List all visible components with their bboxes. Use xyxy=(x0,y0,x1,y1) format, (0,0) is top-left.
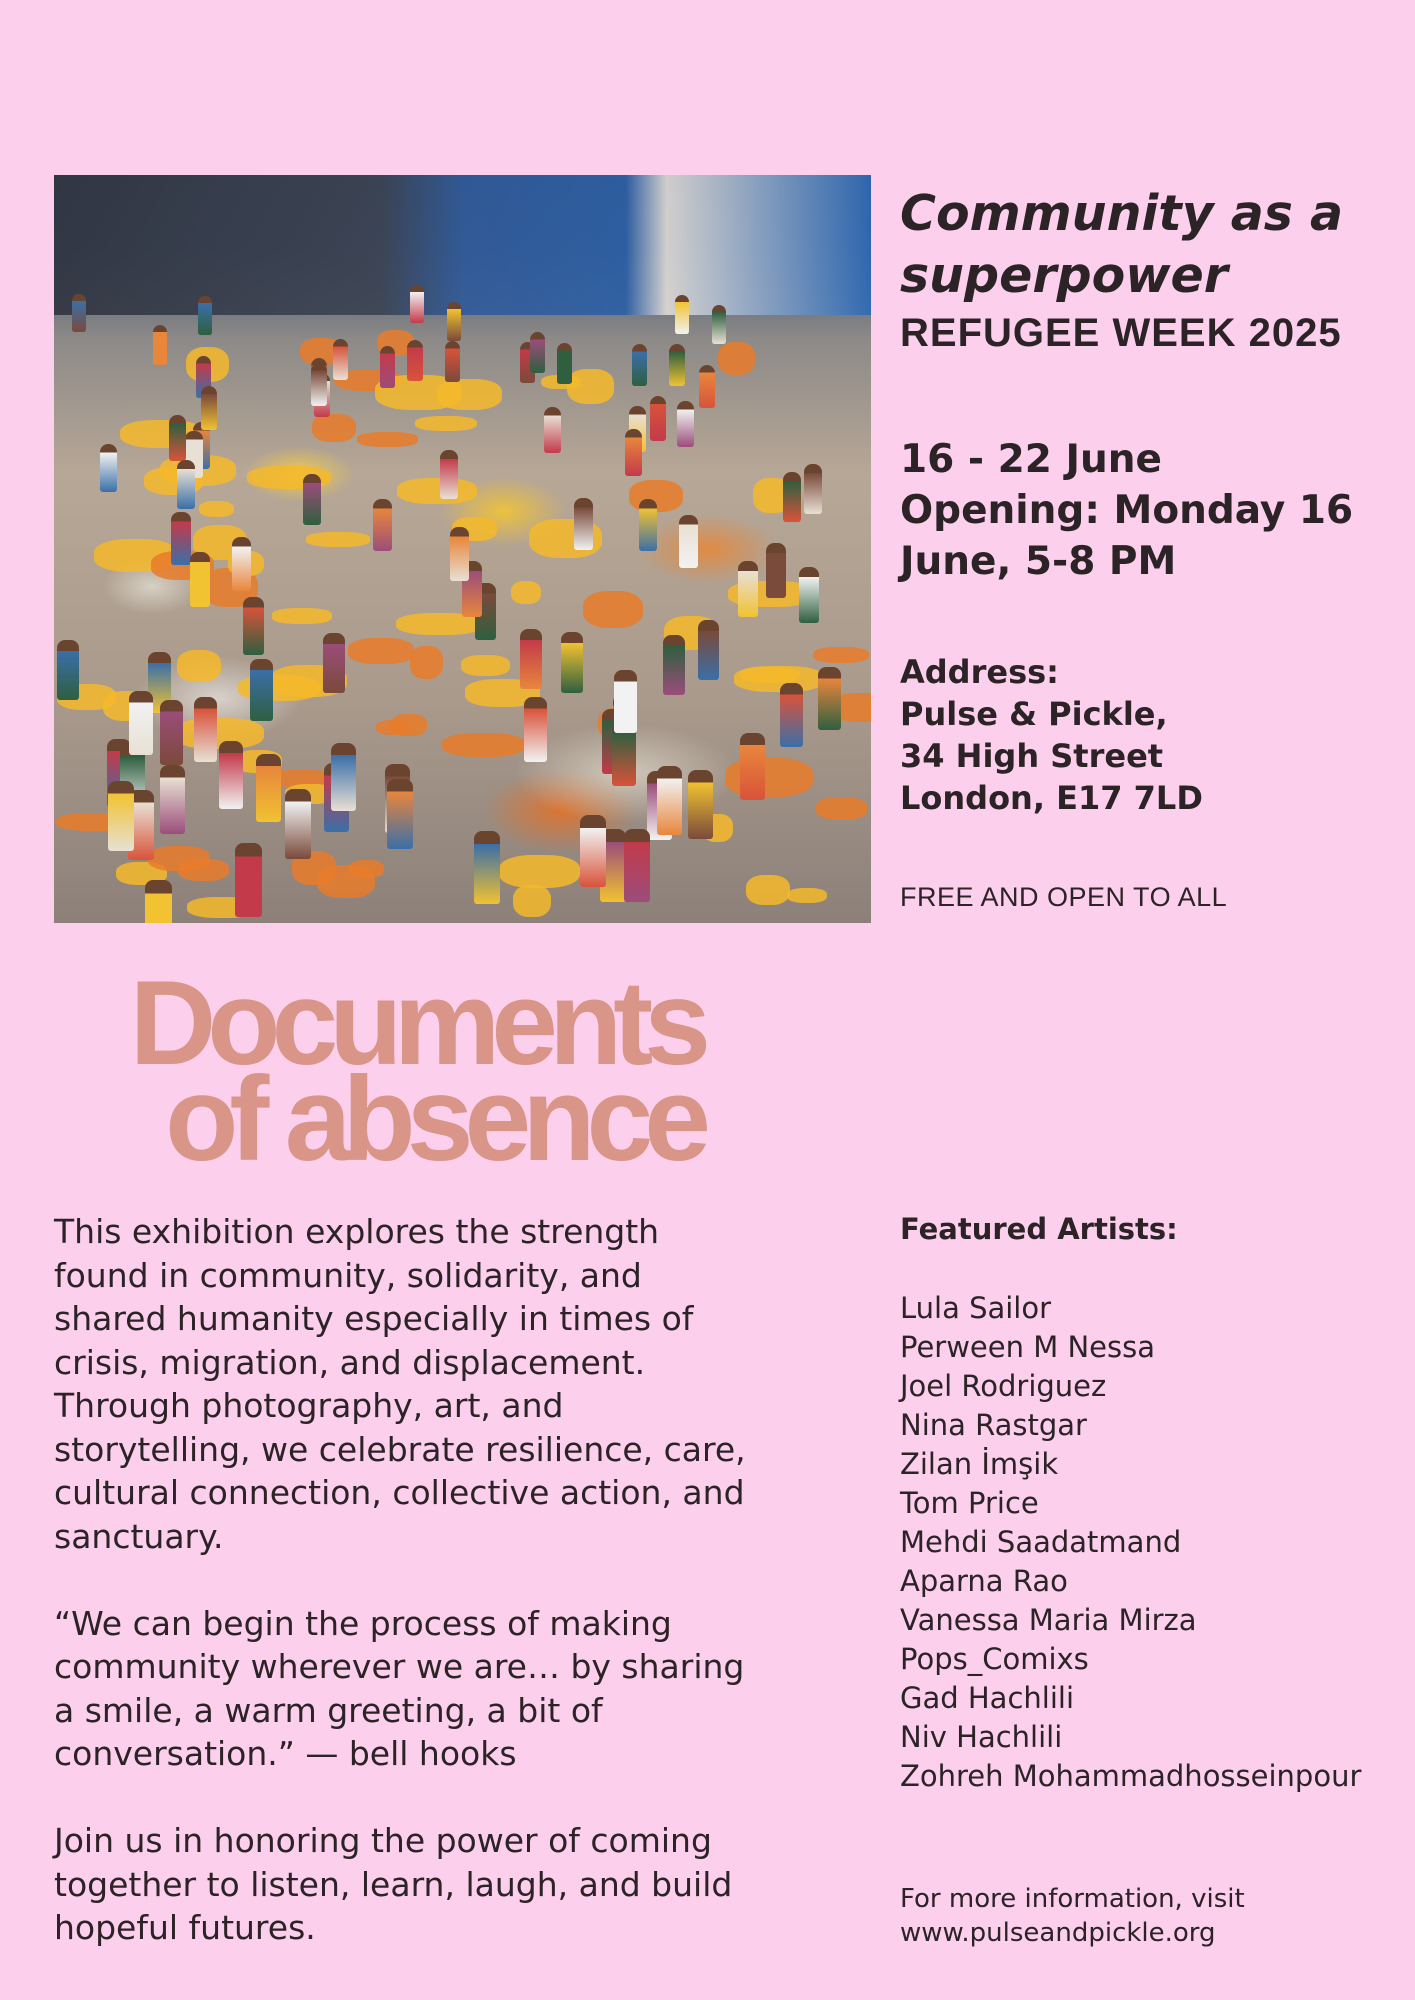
artist-name: Nina Rastgar xyxy=(900,1408,1087,1442)
logo-line-1: Documents xyxy=(129,956,702,1090)
photo-person xyxy=(323,633,345,693)
photo-person xyxy=(160,765,185,834)
address-label: Address: xyxy=(900,653,1059,691)
photo-person xyxy=(561,632,583,692)
photo-person xyxy=(804,464,822,514)
photo-person xyxy=(387,779,412,849)
photo-person xyxy=(698,620,720,680)
photo-person xyxy=(474,831,501,904)
photo-flower-pile xyxy=(746,875,790,905)
photo-person xyxy=(614,670,637,733)
photo-person xyxy=(232,537,252,591)
photo-person xyxy=(57,640,79,701)
photo-person xyxy=(331,743,356,811)
more-info-label: For more information, visit xyxy=(900,1884,1245,1914)
photo-person xyxy=(72,294,86,332)
photo-person xyxy=(333,339,348,380)
photo-person xyxy=(450,527,469,581)
photo-flower-pile xyxy=(272,608,332,623)
photo-flower-pile xyxy=(461,655,510,675)
photo-flower-pile xyxy=(397,478,477,504)
photo-person xyxy=(530,332,545,373)
photo-person xyxy=(219,741,244,808)
admission-note: FREE AND OPEN TO ALL xyxy=(900,882,1228,912)
photo-person xyxy=(625,429,642,476)
logo-line-2: of absence xyxy=(165,1052,702,1186)
photo-flower-pile xyxy=(499,855,580,889)
artists-heading: Featured Artists: xyxy=(900,1212,1178,1246)
photo-flower-pile xyxy=(349,860,384,878)
photo-person xyxy=(410,285,424,323)
photo-person xyxy=(440,450,458,499)
photo-flower-pile xyxy=(813,647,869,663)
photo-flower-pile xyxy=(199,501,234,517)
photo-flower-pile xyxy=(816,797,867,820)
photo-flower-pile xyxy=(718,342,756,375)
event-address xyxy=(900,651,1203,819)
photo-person xyxy=(580,815,606,887)
artist-name: Perween M Nessa xyxy=(900,1330,1155,1364)
artist-name: Zohreh Mohammadhosseinpour xyxy=(900,1759,1362,1793)
photo-person xyxy=(100,444,118,492)
quote-paragraph: “We can begin the process of making community wherever we are… by sharing a smile, a warm greeting, a bit of conversation.” — bell hooks xyxy=(54,1603,745,1773)
photo-person xyxy=(657,766,682,835)
photo-person xyxy=(738,561,758,617)
photo-person xyxy=(201,386,217,430)
photo-person xyxy=(557,343,572,385)
artist-name: Aparna Rao xyxy=(900,1564,1068,1598)
photo-person xyxy=(675,295,689,334)
photo-flower-pile xyxy=(174,718,263,749)
photo-person xyxy=(285,789,311,860)
photo-person xyxy=(373,499,392,551)
photo-person xyxy=(650,396,666,441)
photo-person xyxy=(574,498,593,550)
photo-person xyxy=(198,296,212,335)
artist-name: Zilan İmşik xyxy=(900,1447,1059,1481)
photo-flower-pile xyxy=(178,859,229,881)
photo-person xyxy=(699,365,715,408)
event-title: Community as a superpower xyxy=(900,185,1344,304)
photo-person xyxy=(783,472,801,522)
photo-person xyxy=(669,344,684,386)
photo-flower-pile xyxy=(306,532,369,547)
market-crowd-photo xyxy=(54,175,871,923)
photo-person xyxy=(303,474,321,524)
website-link[interactable]: www.pulseandpickle.org xyxy=(900,1918,1216,1948)
photo-person xyxy=(639,499,658,551)
exhibition-description xyxy=(54,1210,754,1993)
photo-person xyxy=(679,515,698,568)
artist-name: Vanessa Maria Mirza xyxy=(900,1603,1197,1637)
photo-person xyxy=(145,880,173,923)
description-paragraph: This exhibition explores the strength found in community, solidarity, and shared humanity especially in times of crisis, migration, and displacement. Through photography, art, and storytelling, we celebrate resilience, care, cultural connection, collective action, and sanctuary. xyxy=(54,1212,746,1556)
artist-name: Gad Hachlili xyxy=(900,1681,1074,1715)
photo-flower-pile xyxy=(357,432,418,447)
photo-person xyxy=(171,512,190,565)
artist-name: Joel Rodriguez xyxy=(900,1369,1107,1403)
invitation-paragraph: Join us in honoring the power of coming together to listen, learn, laugh, and build hopeful futures. xyxy=(54,1821,733,1947)
event-dates xyxy=(900,434,1380,587)
photo-person xyxy=(663,635,685,696)
photo-person xyxy=(380,346,395,388)
photo-person xyxy=(243,597,264,655)
photo-person xyxy=(153,325,168,365)
photo-person xyxy=(177,460,195,509)
photo-flower-pile xyxy=(513,885,551,918)
photo-flower-pile xyxy=(437,379,502,410)
photo-person xyxy=(524,697,547,762)
exhibition-logo xyxy=(85,956,725,1186)
photo-flower-pile xyxy=(583,591,643,629)
photo-person xyxy=(740,733,764,800)
more-info xyxy=(900,1882,1245,1950)
photo-person xyxy=(129,691,152,755)
photo-background-wall xyxy=(54,175,871,315)
event-subtitle: REFUGEE WEEK 2025 xyxy=(900,311,1342,355)
photo-person xyxy=(169,415,186,461)
photo-person xyxy=(677,401,694,446)
photo-person xyxy=(108,781,133,851)
photo-person xyxy=(520,629,542,689)
artist-name: Tom Price xyxy=(900,1486,1039,1520)
artists-list xyxy=(900,1289,1400,1796)
address-city: London, E17 7LD xyxy=(900,779,1203,817)
photo-person xyxy=(447,302,461,341)
photo-person xyxy=(766,543,786,598)
photo-person xyxy=(688,770,713,839)
photo-person xyxy=(780,683,803,747)
photo-person xyxy=(632,344,647,386)
photo-person xyxy=(194,697,217,762)
photo-person xyxy=(311,363,327,406)
address-street: 34 High Street xyxy=(900,737,1164,775)
photo-person xyxy=(799,567,819,623)
photo-person xyxy=(256,754,281,822)
photo-flower-pile xyxy=(511,581,541,604)
photo-flower-pile xyxy=(177,650,221,681)
photo-flower-pile xyxy=(787,888,828,903)
address-venue: Pulse & Pickle, xyxy=(900,695,1168,733)
photo-person xyxy=(624,829,651,902)
photo-flower-pile xyxy=(391,714,426,736)
photo-flower-pile xyxy=(734,666,823,692)
opening-time: June, 5-8 PM xyxy=(900,539,1177,584)
photo-person xyxy=(235,843,262,917)
photo-flower-pile xyxy=(415,416,477,431)
artist-name: Pops_Comixs xyxy=(900,1642,1089,1676)
photo-flower-pile xyxy=(442,733,525,758)
photo-person xyxy=(160,700,184,765)
artist-name: Niv Hachlili xyxy=(900,1720,1063,1754)
photo-person xyxy=(190,552,210,607)
photo-flower-pile xyxy=(348,638,414,663)
artist-name: Lula Sailor xyxy=(900,1291,1052,1325)
photo-person xyxy=(445,341,460,383)
photo-flower-pile xyxy=(410,646,444,679)
photo-flower-pile xyxy=(725,758,813,796)
photo-flower-pile xyxy=(312,414,356,442)
date-range: 16 - 22 June xyxy=(900,437,1162,482)
photo-person xyxy=(250,659,273,721)
photo-person xyxy=(544,407,561,453)
artist-name: Mehdi Saadatmand xyxy=(900,1525,1182,1559)
photo-person xyxy=(712,305,726,344)
opening-line: Opening: Monday 16 xyxy=(900,488,1354,533)
photo-person xyxy=(407,340,422,381)
photo-person xyxy=(818,667,841,730)
